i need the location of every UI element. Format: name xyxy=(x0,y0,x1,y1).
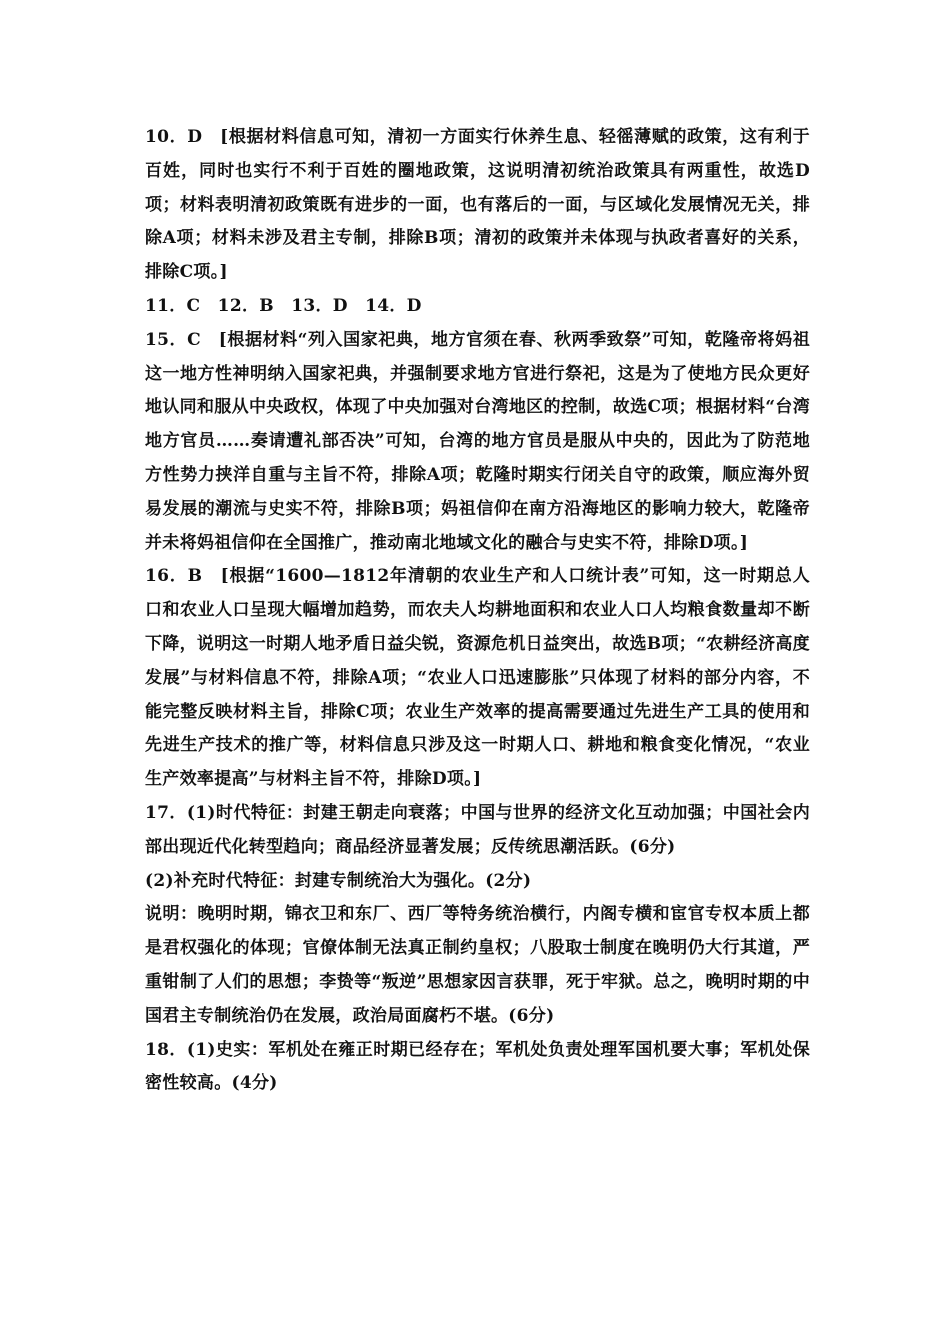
answer-15: 15．C [根据材料“列入国家祀典，地方官须在春、秋两季致祭”可知，乾隆帝将妈祖这一地方性神明纳入国家祀典，并强制要求地方官进行祭祀，这是为了使地方民众更好地认同和服从中央政权，体现了中央加强对台湾地区的控制，故选C项；根据材料“台湾地方官员……奏请遭礼部否决”可知，台湾的地方官员是服从中央的，因此为了防范地方性势力挟洋自重与主旨不符，排除A项；乾隆时期实行闭关自守的政策，顺应海外贸易发展的潮流与史实不符，排除B项；妈祖信仰在南方沿海地区的影响力较大，乾隆帝并未将妈祖信仰在全国推广，推动南北地域文化的融合与史实不符，排除D项。] xyxy=(145,329,810,553)
answer-10: 10．D [根据材料信息可知，清初一方面实行休养生息、轻徭薄赋的政策，这有利于百姓，同时也实行不利于百姓的圈地政策，这说明清初统治政策具有两重性，故选D项；材料表明清初政策既有进步的一面，也有落后的一面，与区域化发展情况无关，排除A项；材料未涉及君主专制，排除B项；清初的政策并未体现与执政者喜好的关系，排除C项。] xyxy=(145,127,810,283)
answer-17-explanation: 说明：晚明时期，锦衣卫和东厂、西厂等特务统治横行，内阁专横和宦官专权本质上都是君权强化的体现；官僚体制无法真正制约皇权；八股取士制度在晚明仍大行其道，严重钳制了人们的思想；李贽等“叛逆”思想家因言获罪，死于牢狱。总之，晚明时期的中国君主专制统治仍在发展，政治局面腐朽不堪。(6分) xyxy=(145,904,810,1026)
answer-17-part-2: (2)补充时代特征：封建专制统治大为强化。(2分) xyxy=(145,870,532,891)
answer-16: 16．B [根据“1600—1812年清朝的农业生产和人口统计表”可知，这一时期总人口和农业人口呈现大幅增加趋势，而农夫人均耕地面积和农业人口人均粮食数量却不断下降，说明这一时期人地矛盾日益尖锐，资源危机日益突出，故选B项；“农耕经济高度发展”与材料信息不符，排除A项；“农业人口迅速膨胀”只体现了材料的部分内容，不能完整反映材料主旨，排除C项；农业生产效率的提高需要通过先进生产工具的使用和先进生产技术的推广等，材料信息只涉及这一时期人口、耕地和粮食变化情况，“农业生产效率提高”与材料主旨不符，排除D项。] xyxy=(145,566,810,790)
answers-11-14: 11．C 12．B 13．D 14．D xyxy=(145,295,422,316)
answer-key-text xyxy=(145,121,810,1101)
answer-18-part-1: 18．(1)史实：军机处在雍正时期已经存在；军机处负责处理军国机要大事；军机处保密性较高。(4分) xyxy=(145,1039,810,1094)
answer-17-part-1: 17．(1)时代特征：封建王朝走向衰落；中国与世界的经济文化互动加强；中国社会内部出现近代化转型趋向；商品经济显著发展；反传统思潮活跃。(6分) xyxy=(145,802,810,857)
